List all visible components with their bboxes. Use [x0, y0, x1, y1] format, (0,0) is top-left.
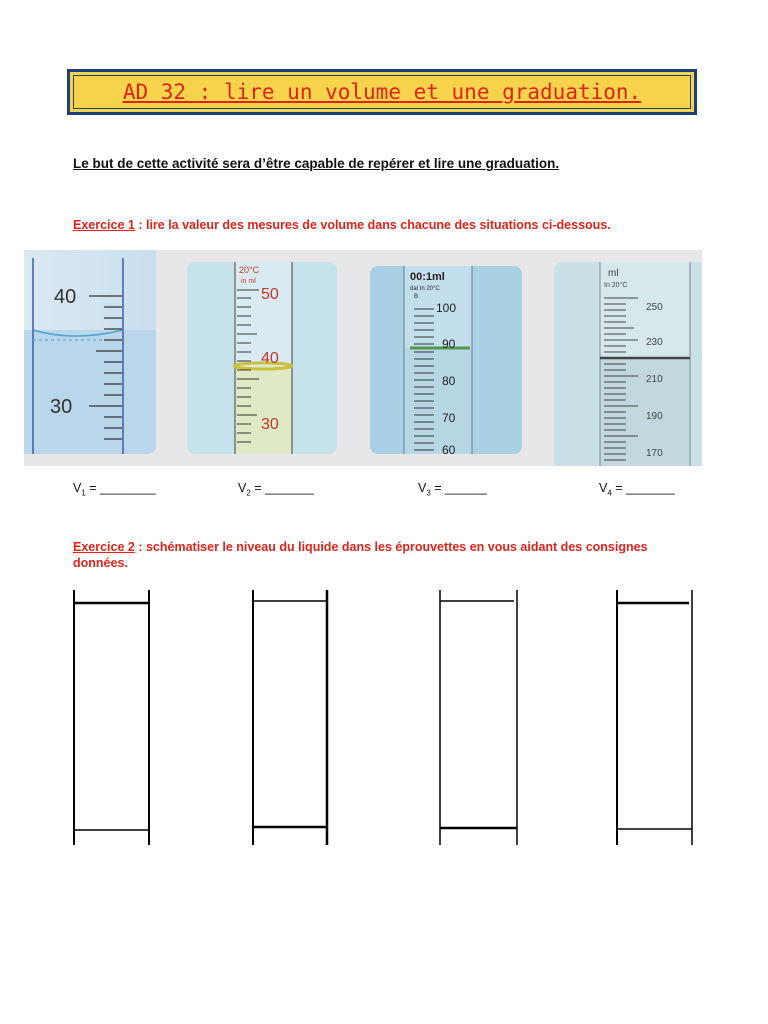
p3-tick-80: 80: [442, 374, 456, 388]
p4-tick-250: 250: [646, 302, 663, 313]
volume-1-sub: 1: [81, 488, 86, 498]
intro-text: Le but de cette activité sera d’être capable de repérer et lire une graduation.: [73, 156, 560, 171]
cylinder-photo-3: [370, 266, 522, 454]
cylinder-photo-3-image: [370, 266, 522, 454]
cylinder-photo-1: [24, 250, 156, 454]
p4-tick-190: 190: [646, 411, 663, 422]
p2-temp: 20°C: [239, 265, 260, 275]
cylinder-photo-2: [187, 262, 337, 454]
p3-tick-90: 90: [442, 337, 456, 351]
blank-cylinder-3: [440, 590, 517, 845]
volume-answer-2: [238, 481, 314, 498]
p2-tick-40: 40: [261, 350, 279, 367]
p3-tick-60: 60: [442, 443, 456, 454]
p2-unit: in ml: [241, 278, 256, 285]
blank-cylinder-4: [617, 590, 692, 845]
p4-tick-170: 170: [646, 448, 663, 459]
p2-tick-50: 50: [261, 286, 279, 303]
p2-tick-30: 30: [261, 416, 279, 433]
p4-top: ml: [608, 268, 619, 279]
p4-tick-210: 210: [646, 374, 663, 385]
volume-3-sub: 3: [426, 488, 431, 498]
blank-cylinder-2: [253, 590, 327, 845]
title-banner: [67, 69, 697, 115]
exercise-2-label: Exercice 2: [73, 540, 135, 554]
volume-2-sub: 2: [246, 488, 251, 498]
p4-tick-230: 230: [646, 337, 663, 348]
volume-2-blank: = _______: [250, 481, 314, 495]
volume-1-name: V: [73, 481, 82, 495]
exercise-1-text: : lire la valeur des mesures de volume dans chacune des situations ci-dessous.: [134, 218, 611, 232]
exercise-2-text: : schématiser le niveau du liquide dans les éprouvettes en vous aidant des consignes données.: [73, 540, 648, 570]
exercise-2-instruction: [73, 539, 693, 571]
exercise-1-label: Exercice 1: [73, 218, 135, 232]
volume-answer-4: [599, 481, 675, 498]
page-title: AD 32 : lire un volume et une graduation.: [122, 80, 642, 104]
cylinder-photo-2-image: [187, 262, 337, 454]
volume-1-blank: = ________: [85, 481, 156, 495]
volume-4-blank: = _______: [611, 481, 675, 495]
cylinder-photo-4: [554, 262, 702, 466]
cylinder-photo-4-image: [554, 262, 702, 466]
volume-4-sub: 4: [607, 488, 612, 498]
p3-tick-100: 100: [436, 301, 457, 315]
volume-3-name: V: [418, 481, 427, 495]
p4-sub: In 20°C: [604, 282, 628, 289]
p3-header: 00:1ml: [410, 271, 445, 283]
p3-sub: dal In 20°C: [410, 286, 440, 292]
volume-answer-3: [418, 481, 487, 498]
p1-tick-30: 30: [50, 396, 73, 418]
p3-tick-70: 70: [442, 411, 456, 425]
p3-b: B: [414, 294, 419, 300]
volume-answer-1: [73, 481, 156, 498]
volume-2-name: V: [238, 481, 247, 495]
blank-cylinders: [0, 585, 768, 850]
cylinder-photo-1-image: [24, 250, 156, 454]
volume-4-name: V: [599, 481, 608, 495]
volume-3-blank: = ______: [430, 481, 487, 495]
blank-cylinder-1: [74, 590, 149, 845]
p1-tick-40: 40: [54, 286, 77, 308]
exercise-1-instruction: [73, 217, 611, 233]
